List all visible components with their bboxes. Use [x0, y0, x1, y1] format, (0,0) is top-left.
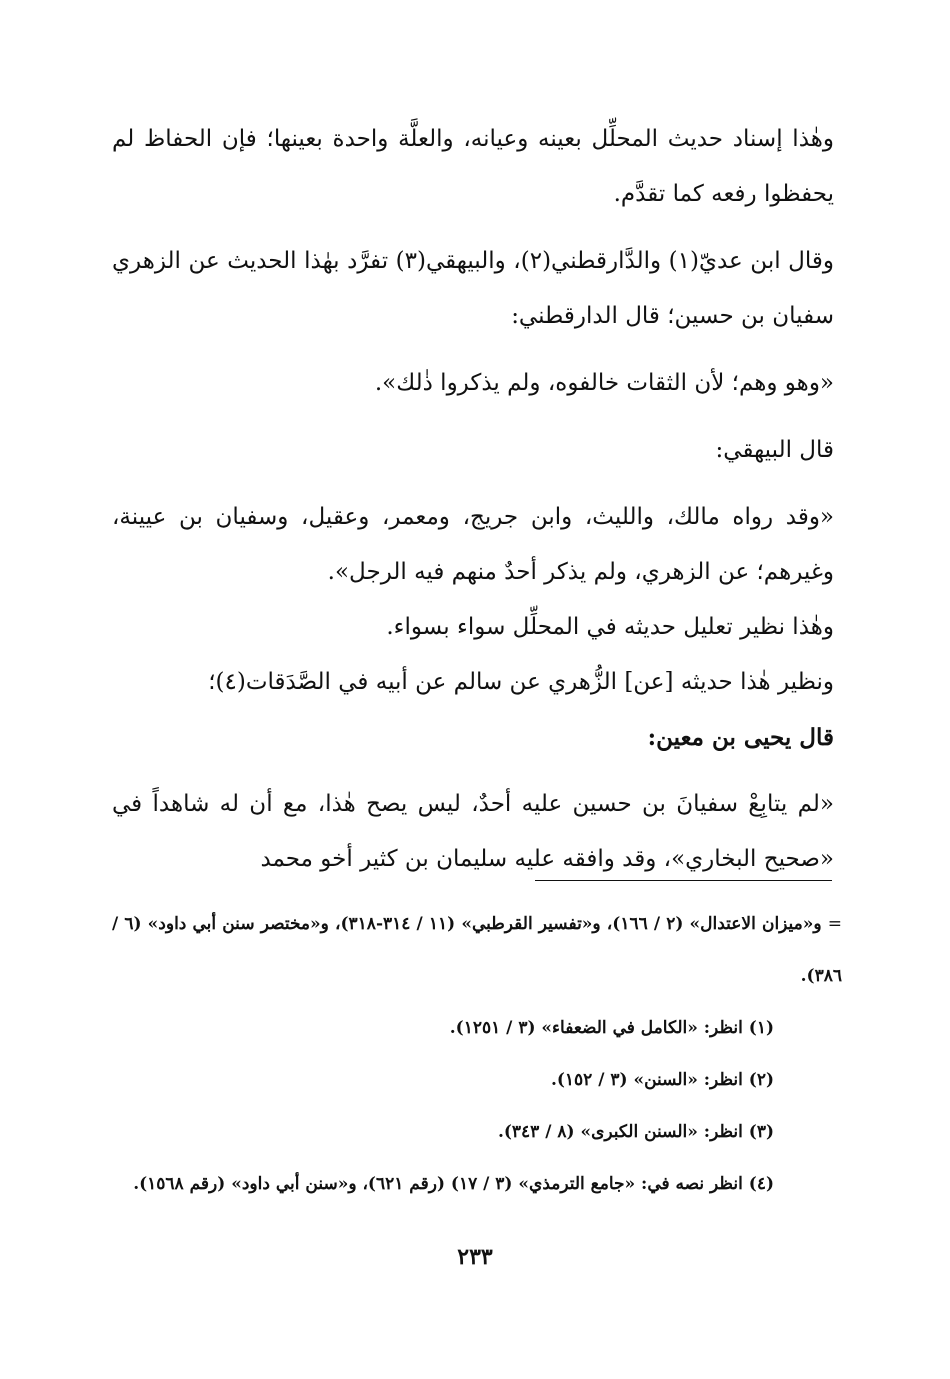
footnote-3: (٣) انظر: «السنن الكبرى» (٨ / ٣٤٣). [497, 1122, 774, 1142]
paragraph-1: وهٰذا إسناد حديث المحلِّل بعينه وعيانه، والعلَّة واحدة بعينها؛ فإن الحفاظ لم يحفظوا رفعه كما تقدَّم. [112, 126, 834, 207]
footnotes [112, 898, 842, 1210]
paragraph-7: ونظير هٰذا حديثه [عن] الزُّهري عن سالم عن أبيه في الصَّدَقات(٤)؛ [208, 669, 834, 695]
paragraph-9-quote: «لم يتابِعْ سفيانَ بن حسين عليه أحدٌ، ليس يصح هٰذا، مع أن له شاهداً في «صحيح البخاري»، وقد وافقه عليه سليمان بن كثير أخو محمد [112, 791, 834, 872]
footnote-divider [535, 880, 832, 881]
paragraph-2: وقال ابن عديّ(١) والدَّارقطني(٢)، والبيهقي(٣) تفرَّد بهٰذا الحديث عن الزهري سفيان بن حسين؛ قال الدارقطني: [112, 248, 834, 329]
paragraph-3-quote: «وهو وهم؛ لأن الثقات خالفوه، ولم يذكروا ذٰلك». [374, 370, 834, 396]
footnote-1: (١) انظر: «الكامل في الضعفاء» (٣ / ١٢٥١). [449, 1018, 774, 1038]
main-text [112, 112, 834, 887]
paragraph-5-quote: «وقد رواه مالك، والليث، وابن جريج، ومعمر، وعقيل، وسفيان بن عيينة، وغيرهم؛ عن الزهري، ولم يذكر أحدٌ منهم فيه الرجل». [112, 504, 834, 585]
footnote-4: (٤) انظر نصه في: «جامع الترمذي» (٣ / ١٧) (رقم ٦٢١)، و«سنن أبي داود» (رقم ١٥٦٨). [133, 1174, 774, 1194]
paragraph-8: قال يحيى بن معين: [647, 724, 834, 751]
paragraph-4: قال البيهقي: [715, 437, 834, 463]
footnote-2: (٢) انظر: «السنن» (٣ / ١٥٢). [550, 1070, 774, 1090]
paragraph-6: وهٰذا نظير تعليل حديثه في المحلِّل سواء بسواء. [386, 614, 834, 640]
footnote-continuation [112, 898, 842, 1002]
continuation-mark: = [827, 914, 843, 934]
page-number: ٢٣٣ [457, 1244, 493, 1270]
footnote-continuation-text: و«ميزان الاعتدال» (٢ / ١٦٦)، و«تفسير القرطبي» (١١ / ٣١٤-٣١٨)، و«مختصر سنن أبي داود» (٦ / ٣٨٦). [112, 914, 842, 986]
